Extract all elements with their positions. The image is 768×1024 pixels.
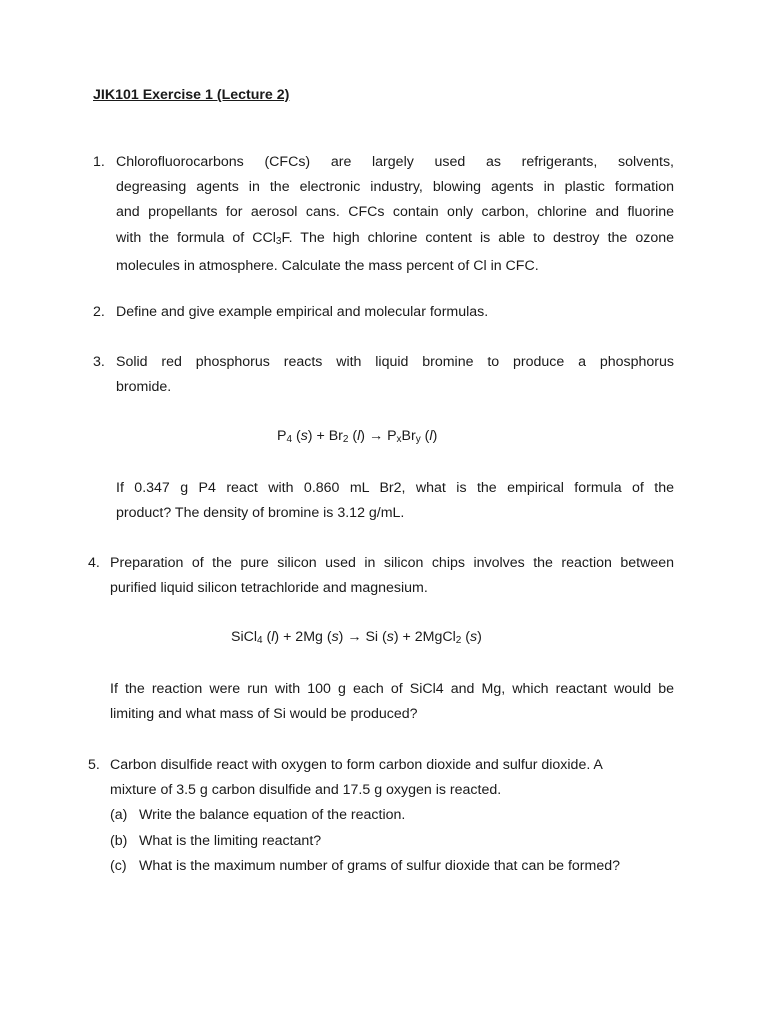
question-text-line: bromide. <box>116 379 172 396</box>
sub-question-b <box>110 829 674 854</box>
question-3-followup <box>116 476 674 526</box>
question-4 <box>88 551 674 601</box>
question-text-line: with the formula of CCl$_3$F. The high chlorine content is able to destroy the ozone <box>116 229 674 247</box>
question-text-line: product? The density of bromine is 3.12 g/mL. <box>116 505 405 522</box>
sub-question-text: What is the maximum number of grams of sulfur dioxide that can be formed? <box>139 857 621 874</box>
question-text-line: and propellants for aerosol cans. CFCs contain only carbon, chlorine and fluorine <box>116 204 674 221</box>
question-text-line: If the reaction were run with 100 g each of SiCl4 and Mg, which reactant would be <box>110 681 674 697</box>
question-text-line: Preparation of the pure silicon used in silicon chips involves the reaction between <box>110 555 674 571</box>
question-4-followup <box>110 677 674 727</box>
sub-question-c <box>110 854 674 879</box>
question-text-line: Define and give example empirical and molecular formulas. <box>116 304 489 320</box>
sub-question-text: What is the limiting reactant? <box>139 832 322 849</box>
question-text-line: mixture of 3.5 g carbon disulfide and 17.5 g oxygen is reacted. <box>110 782 502 799</box>
question-text-line: molecules in atmosphere. Calculate the mass percent of Cl in CFC. <box>116 257 539 274</box>
equation-phosphorus-bromide: $P_4$ $(s) + Br_2$ $(l) \to P_xBr_y$ (l) <box>277 428 438 445</box>
question-2 <box>93 300 674 325</box>
question-1 <box>93 150 674 279</box>
equation-silicon: SiCl$_4$ (l) + 2Mg (s) → Si (s) + 2MgCl$_2$ (s) <box>231 629 482 646</box>
sub-question-a <box>110 803 674 828</box>
question-text-line: Chlorofluorocarbons (CFCs) are largely used as refrigerants, solvents, <box>116 154 674 170</box>
question-text-line: degreasing agents in the electronic industry, blowing agents in plastic formation <box>116 179 674 196</box>
question-text-line: purified liquid silicon tetrachloride and magnesium. <box>110 580 428 597</box>
question-number: 2. <box>93 304 105 320</box>
question-5 <box>88 753 674 879</box>
question-number: 1. <box>93 154 105 170</box>
question-number: 5. <box>88 757 100 773</box>
sub-question-label: (b) <box>110 832 128 849</box>
question-number: 3. <box>93 354 105 370</box>
question-text-line: limiting and what mass of Si would be produced? <box>110 706 418 723</box>
question-number: 4. <box>88 555 100 571</box>
question-3 <box>93 350 674 400</box>
question-text-line: Solid red phosphorus reacts with liquid bromine to produce a phosphorus <box>116 354 674 370</box>
sub-question-text: Write the balance equation of the reaction. <box>139 807 406 824</box>
sub-question-label: (c) <box>110 857 127 874</box>
question-text-line: If 0.347 g P4 react with 0.860 mL Br2, what is the empirical formula of the <box>116 480 674 496</box>
page-title: JIK101 Exercise 1 (Lecture 2) <box>93 87 290 103</box>
question-text-line: Carbon disulfide react with oxygen to form carbon dioxide and sulfur dioxide. A <box>110 757 603 773</box>
sub-question-label: (a) <box>110 807 128 824</box>
